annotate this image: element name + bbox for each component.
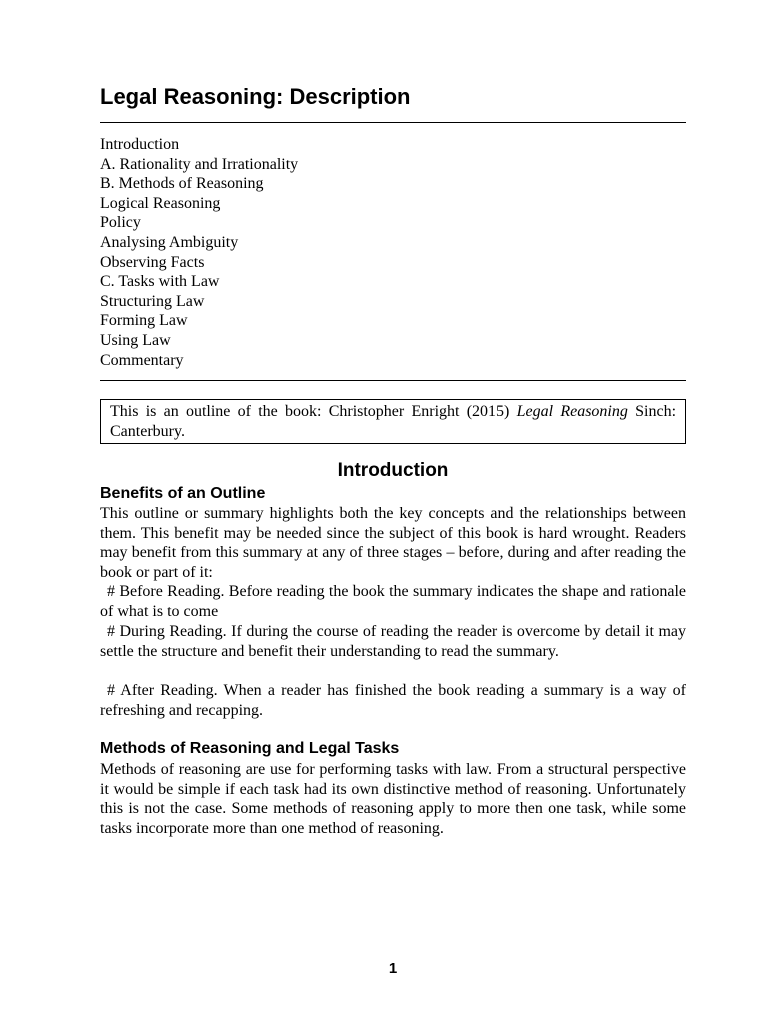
source-note-box xyxy=(100,399,686,444)
page-number: 1 xyxy=(388,960,398,977)
toc-item: Using Law xyxy=(100,331,171,349)
toc-divider xyxy=(100,380,686,381)
toc-item: Logical Reasoning xyxy=(100,194,221,212)
toc-item: B. Methods of Reasoning xyxy=(100,175,264,193)
methods-heading: Methods of Reasoning and Legal Tasks xyxy=(100,740,400,757)
title-divider xyxy=(100,122,686,123)
after-reading-paragraph: # After Reading. When a reader has finished the book reading a summary is a way of refreshing and recapping. xyxy=(100,682,686,719)
during-reading-paragraph: # During Reading. If during the course of reading the reader is overcome by detail it may settle the structure and benefit their understanding to read the summary. xyxy=(100,623,686,660)
toc-item: Commentary xyxy=(100,351,184,369)
toc-item: A. Rationality and Irrationality xyxy=(100,155,299,173)
benefits-intro-paragraph: This outline or summary highlights both the key concepts and the relationships between them. This benefit may be needed since the subject of this book is hard wrought. Readers may benefit from this summary at any of three stages – before, during and after reading the book or part of it: xyxy=(100,505,686,581)
methods-paragraph: Methods of reasoning are use for performing tasks with law. From a structural perspective it would be simple if each task had its own distinctive method of reasoning. Unfortunately this is not the case. Some methods of reasoning apply to more then one task, while some tasks incorporate more than one method of reasoning. xyxy=(100,761,686,837)
source-note-text: This is an outline of the book: Christopher Enright (2015) xyxy=(110,403,517,420)
toc-item: Policy xyxy=(100,214,141,232)
benefits-heading: Benefits of an Outline xyxy=(100,485,266,502)
toc-item: Introduction xyxy=(100,136,180,153)
toc-item: C. Tasks with Law xyxy=(100,273,220,291)
source-book-title: Legal Reasoning xyxy=(516,403,628,420)
introduction-heading: Introduction xyxy=(337,460,449,481)
table-of-contents xyxy=(100,135,298,370)
toc-item: Structuring Law xyxy=(100,292,205,310)
document-title: Legal Reasoning: Description xyxy=(100,84,411,109)
toc-item: Observing Facts xyxy=(100,253,205,271)
toc-item: Forming Law xyxy=(100,312,188,330)
toc-item: Analysing Ambiguity xyxy=(100,233,239,251)
source-note-publisher: Sinch: Canterbury. xyxy=(110,403,677,440)
before-reading-paragraph: # Before Reading. Before reading the book the summary indicates the shape and rationale of what is to come xyxy=(100,583,686,620)
